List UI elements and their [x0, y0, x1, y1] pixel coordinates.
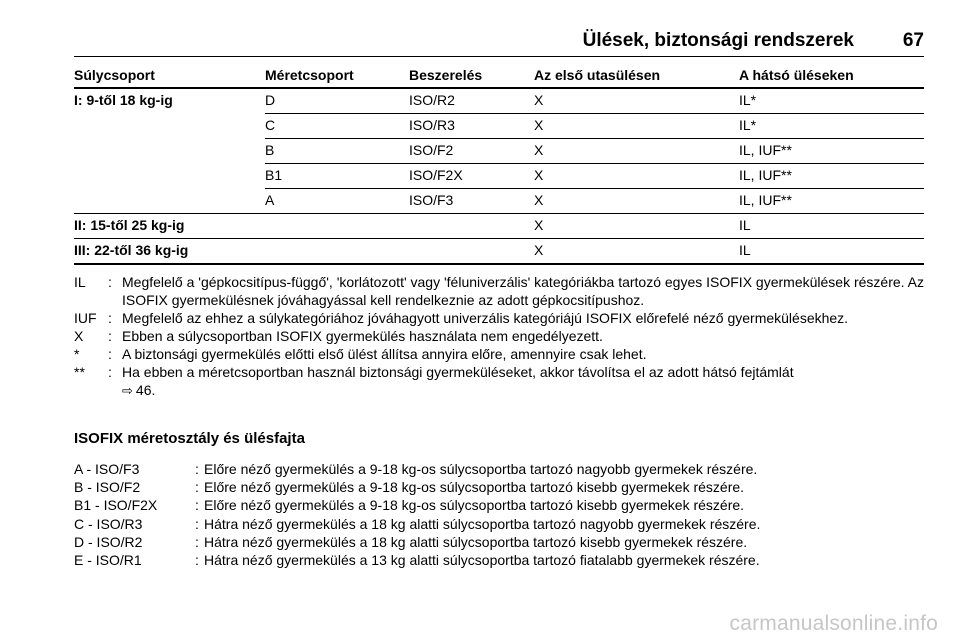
col-size-class: Méretcsoport [265, 63, 409, 88]
table-cell: IL* [739, 114, 924, 139]
legend-item [74, 309, 934, 327]
table-row [74, 189, 924, 214]
header-rule [74, 56, 924, 57]
table-cell [74, 164, 265, 189]
legend-term: X [74, 328, 84, 344]
table-cell: B [265, 139, 409, 164]
legend-term: IUF [74, 310, 97, 326]
size-class-list [74, 460, 934, 569]
class-term: C - ISO/R3 [74, 515, 143, 532]
class-text: Hátra néző gyermekülés a 13 kg alatti súlycsoportba tartozó fiatalabb gyermekek részére. [204, 552, 760, 569]
table-row [74, 114, 924, 139]
separator: : [108, 346, 112, 362]
col-front-seat: Az első utasülésen [534, 63, 739, 88]
separator: : [195, 533, 199, 550]
table-cell: ISO/F2X [409, 164, 534, 189]
separator: : [195, 479, 199, 496]
table-cell: I: 9-től 18 kg-ig [74, 92, 173, 108]
table-cell: IL [739, 239, 924, 265]
separator: : [108, 364, 112, 380]
table-cell: X [534, 164, 739, 189]
table-row [74, 214, 924, 239]
legend-item [74, 327, 934, 345]
class-text: Hátra néző gyermekülés a 18 kg alatti súlycsoportba tartozó nagyobb gyermekek részére. [204, 515, 761, 532]
separator: : [108, 310, 112, 326]
table-cell: D [265, 88, 409, 114]
legend-item [74, 345, 934, 363]
table-cell: IL [739, 214, 924, 239]
separator: : [195, 515, 199, 532]
list-item [74, 533, 934, 551]
list-item [74, 551, 934, 569]
table-cell: IL, IUF** [739, 189, 924, 214]
page-reference-link[interactable]: 46. [135, 382, 156, 398]
legend-list [74, 273, 934, 400]
table-cell: IL, IUF** [739, 139, 924, 164]
table-cell: ISO/R3 [409, 114, 534, 139]
class-term: B - ISO/F2 [74, 479, 141, 496]
legend-text: Ebben a súlycsoportban ISOFIX gyermekülés használata nem engedélyezett. [122, 328, 603, 344]
legend-text: Ha ebben a méretcsoportban használ biztonsági gyermeküléseket, akkor távolítsa el az adott hátsó fejtámlát [122, 364, 794, 380]
section-heading: ISOFIX méretosztály és ülésfajta [74, 430, 305, 447]
class-text: Előre néző gyermekülés a 9-18 kg-os súlycsoportba tartozó kisebb gyermekek részére. [204, 497, 745, 514]
legend-item [74, 363, 934, 400]
list-item [74, 460, 934, 478]
page-reference-icon: ⇨ [122, 383, 133, 398]
table-cell: A [265, 189, 409, 214]
class-term: D - ISO/R2 [74, 533, 143, 550]
list-item [74, 478, 934, 496]
class-text: Előre néző gyermekülés a 9-18 kg-os súlycsoportba tartozó nagyobb gyermekek részére. [204, 461, 758, 477]
table-cell [74, 139, 265, 164]
table-cell: II: 15-től 25 kg-ig [74, 214, 265, 239]
table-cell [409, 214, 534, 239]
list-item [74, 515, 934, 533]
page-number: 67 [902, 30, 924, 51]
legend-term: * [74, 346, 80, 362]
watermark: carmanualsonline.info [729, 612, 938, 635]
table-cell: ISO/F2 [409, 139, 534, 164]
col-rear-seats: A hátsó üléseken [739, 63, 924, 88]
class-term: E - ISO/R1 [74, 552, 142, 569]
table-cell [265, 214, 409, 239]
legend-item [74, 273, 934, 309]
table-row [74, 239, 924, 265]
legend-term: IL [74, 274, 86, 290]
table-cell: C [265, 114, 409, 139]
table-cell [74, 189, 265, 214]
table-row [74, 88, 924, 114]
separator: : [108, 328, 112, 344]
table-cell: X [534, 88, 739, 114]
legend-text: Megfelelő a 'gépkocsitípus-függő', 'korlátozott' vagy 'féluniverzális' kategóriákba tartozó egyes ISOFIX gyermekülések részére. Az ISOFIX gyermekülésnek jóváhagyással kell rendelkeznie az adott gépkocsitípushoz. [122, 274, 924, 308]
class-text: Hátra néző gyermekülés a 18 kg alatti súlycsoportba tartozó kisebb gyermekek részére. [204, 533, 748, 550]
table-cell: X [534, 239, 739, 265]
table-cell: B1 [265, 164, 409, 189]
col-weight-class: Súlycsoport [74, 63, 265, 88]
table-cell: X [534, 114, 739, 139]
separator: : [195, 497, 199, 514]
table-row [74, 139, 924, 164]
table-row [74, 164, 924, 189]
table-cell: III: 22-től 36 kg-ig [74, 239, 265, 265]
legend-text: Megfelelő az ehhez a súlykategóriához jóváhagyott univerzális kategóriájú ISOFIX előrefelé néző gyermekülésekhez. [122, 310, 849, 326]
table-header-row [74, 63, 924, 88]
list-item [74, 496, 934, 514]
table-cell [74, 114, 265, 139]
legend-text: A biztonsági gyermekülés előtti első ülést állítsa annyira előre, amennyire csak lehet. [122, 346, 647, 362]
table-cell: ISO/F3 [409, 189, 534, 214]
class-term: A - ISO/F3 [74, 461, 140, 477]
page-header [74, 30, 924, 54]
table-cell [265, 239, 409, 265]
class-term: B1 - ISO/F2X [74, 497, 158, 514]
table-cell: IL* [739, 88, 924, 114]
table-cell [409, 239, 534, 265]
legend-term: ** [74, 364, 85, 380]
table-cell: IL, IUF** [739, 164, 924, 189]
col-fixture: Beszerelés [409, 63, 534, 88]
table-cell: X [534, 139, 739, 164]
table-cell: ISO/R2 [409, 88, 534, 114]
class-text: Előre néző gyermekülés a 9-18 kg-os súlycsoportba tartozó kisebb gyermekek részére. [204, 479, 745, 496]
separator: : [108, 274, 112, 290]
table-cell: X [534, 189, 739, 214]
page-title: Ülések, biztonsági rendszerek [582, 30, 854, 51]
table-cell: X [534, 214, 739, 239]
isofix-table [74, 63, 924, 265]
separator: : [195, 552, 199, 569]
separator: : [195, 461, 199, 477]
